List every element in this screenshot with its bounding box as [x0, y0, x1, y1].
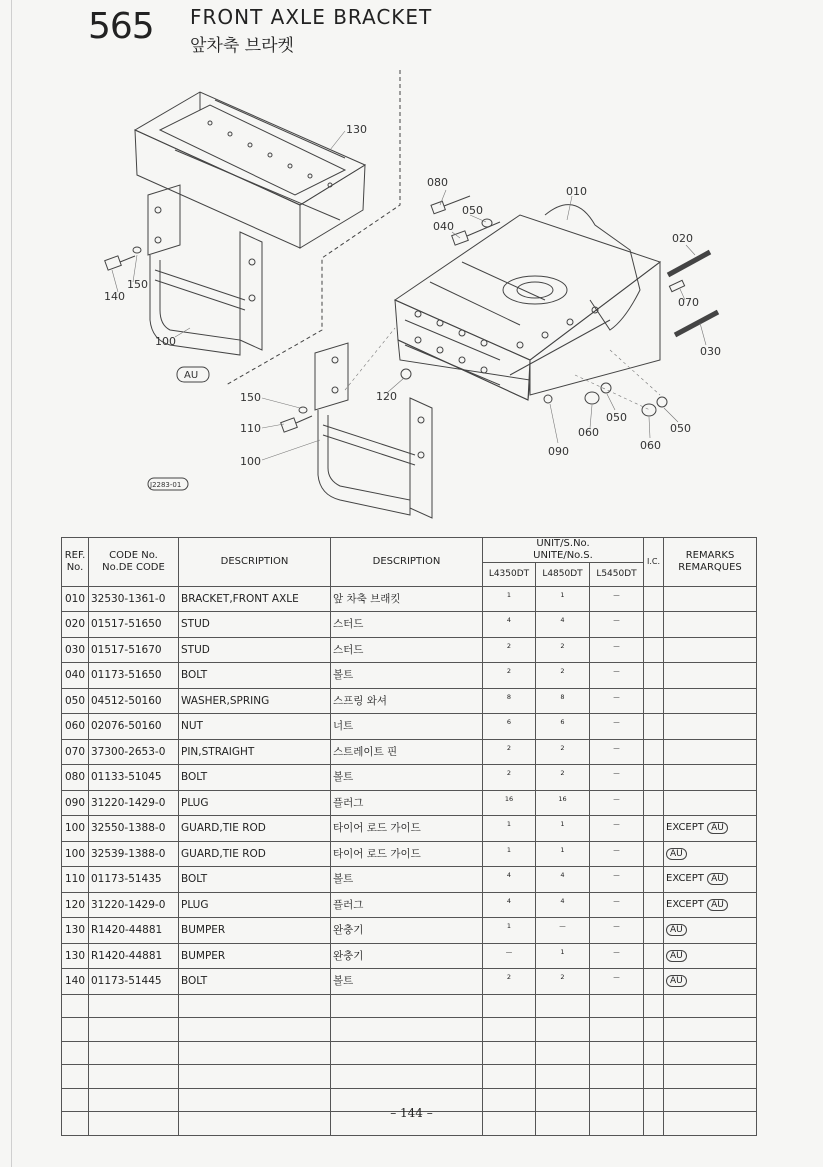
ref-cell: 140	[62, 969, 89, 995]
description-en-cell: BUMPER	[179, 918, 331, 944]
ic-cell	[644, 892, 664, 918]
empty-cell	[590, 1041, 644, 1065]
header-unit-line2: UNITE/No.S.	[533, 550, 593, 561]
header-description-ko: DESCRIPTION	[331, 538, 483, 587]
table-row	[62, 586, 757, 612]
ref-cell: 060	[62, 714, 89, 740]
remarks-cell	[664, 892, 757, 918]
au-badge: AU	[707, 822, 728, 834]
ref-cell: 090	[62, 790, 89, 816]
ref-cell: 030	[62, 637, 89, 663]
ic-cell	[644, 714, 664, 740]
description-ko-cell: 플러그	[331, 892, 483, 918]
remarks-cell	[664, 867, 757, 893]
description-en-cell: BUMPER	[179, 943, 331, 969]
ic-cell	[644, 918, 664, 944]
table-row	[62, 943, 757, 969]
empty-cell	[62, 1018, 89, 1042]
qty-model-3-cell: —	[590, 586, 644, 612]
remarks-cell	[664, 663, 757, 689]
callout-110: 110	[240, 422, 261, 435]
description-ko-cell: 완충기	[331, 918, 483, 944]
stud-drawings	[668, 252, 718, 335]
callout-040: 040	[433, 220, 454, 233]
remarks-cell	[664, 586, 757, 612]
ref-cell: 100	[62, 841, 89, 867]
ref-cell: 070	[62, 739, 89, 765]
page-title-korean: 앞차축 브라켓	[190, 36, 294, 56]
description-ko-cell: 볼트	[331, 969, 483, 995]
empty-cell	[62, 1065, 89, 1089]
callout-120: 120	[376, 390, 397, 403]
table-row	[62, 612, 757, 638]
au-badge: AU	[666, 848, 687, 860]
table-row	[62, 765, 757, 791]
qty-model-2-cell: 1	[536, 841, 590, 867]
empty-cell	[483, 1041, 536, 1065]
tie-rod-guard-drawing-lower	[315, 343, 432, 518]
empty-cell	[536, 994, 590, 1018]
callout-020: 020	[672, 232, 693, 245]
description-ko-cell: 스프링 와셔	[331, 688, 483, 714]
description-en-cell: GUARD,TIE ROD	[179, 816, 331, 842]
ref-cell: 080	[62, 765, 89, 791]
empty-cell	[89, 1041, 179, 1065]
empty-cell	[179, 994, 331, 1018]
code-cell: 02076-50160	[89, 714, 179, 740]
qty-model-1-cell: 1	[483, 816, 536, 842]
header-code: CODE No. No.DE CODE	[89, 538, 179, 587]
code-cell: 37300-2653-0	[89, 739, 179, 765]
header-unit-line1: UNIT/S.No.	[536, 538, 590, 549]
au-badge: AU	[666, 975, 687, 987]
qty-model-1-cell: 1	[483, 918, 536, 944]
empty-cell	[644, 1018, 664, 1042]
empty-cell	[664, 1065, 757, 1089]
ic-cell	[644, 688, 664, 714]
ref-cell: 020	[62, 612, 89, 638]
code-cell: 01133-51045	[89, 765, 179, 791]
qty-model-2-cell: 8	[536, 688, 590, 714]
description-en-cell: WASHER,SPRING	[179, 688, 331, 714]
empty-cell	[179, 1018, 331, 1042]
table-row	[62, 969, 757, 995]
au-badge: AU	[666, 924, 687, 936]
description-en-cell: PIN,STRAIGHT	[179, 739, 331, 765]
qty-model-2-cell: 2	[536, 969, 590, 995]
qty-model-2-cell: 16	[536, 790, 590, 816]
description-en-cell: BOLT	[179, 765, 331, 791]
qty-model-3-cell: —	[590, 943, 644, 969]
remarks-cell	[664, 765, 757, 791]
callout-150-lower: 150	[240, 391, 261, 404]
header-remarks-line2: REMARQUES	[678, 561, 742, 573]
header-model-3: L5450DT	[590, 563, 644, 587]
ic-cell	[644, 790, 664, 816]
description-ko-cell: 볼트	[331, 765, 483, 791]
empty-table-row	[62, 1065, 757, 1089]
empty-cell	[536, 1018, 590, 1042]
callout-050-right: 050	[670, 422, 691, 435]
callout-050-left: 050	[606, 411, 627, 424]
description-ko-cell: 볼트	[331, 663, 483, 689]
code-cell: 31220-1429-0	[89, 790, 179, 816]
empty-cell	[664, 994, 757, 1018]
qty-model-2-cell: 1	[536, 816, 590, 842]
ic-cell	[644, 943, 664, 969]
au-tag-label: AU	[184, 370, 199, 381]
table-row	[62, 816, 757, 842]
qty-model-3-cell: —	[590, 637, 644, 663]
code-cell: 32539-1388-0	[89, 841, 179, 867]
ic-cell	[644, 841, 664, 867]
table-row	[62, 637, 757, 663]
header-ic: I.C.	[644, 538, 664, 587]
parts-table-body	[62, 586, 757, 1135]
qty-model-2-cell: 4	[536, 867, 590, 893]
callout-030: 030	[700, 345, 721, 358]
qty-model-2-cell: 1	[536, 586, 590, 612]
tie-rod-guard-drawing-upper	[148, 185, 262, 355]
plug-nut-drawings	[401, 369, 667, 416]
header-model-2: L4850DT	[536, 563, 590, 587]
qty-model-1-cell: 1	[483, 841, 536, 867]
header-remarks	[664, 538, 757, 587]
remarks-cell	[664, 918, 757, 944]
page-footer-number: – 144 –	[390, 1106, 433, 1120]
description-en-cell: PLUG	[179, 892, 331, 918]
code-cell: 04512-50160	[89, 688, 179, 714]
ic-cell	[644, 816, 664, 842]
remarks-text: EXCEPT	[666, 873, 704, 885]
au-badge: AU	[666, 950, 687, 962]
bumper-part-drawing	[135, 92, 365, 248]
qty-model-3-cell: —	[590, 688, 644, 714]
au-badge: AU	[707, 899, 728, 911]
qty-model-3-cell: —	[590, 892, 644, 918]
table-row	[62, 739, 757, 765]
callout-060-left: 060	[578, 426, 599, 439]
code-cell: 32530-1361-0	[89, 586, 179, 612]
code-cell: 01173-51650	[89, 663, 179, 689]
callout-150-upper: 150	[127, 278, 148, 291]
ic-cell	[644, 586, 664, 612]
callout-050-top: 050	[462, 204, 483, 217]
empty-cell	[664, 1018, 757, 1042]
code-cell: R1420-44881	[89, 943, 179, 969]
qty-model-3-cell: —	[590, 612, 644, 638]
remarks-cell	[664, 688, 757, 714]
qty-model-2-cell: 1	[536, 943, 590, 969]
description-ko-cell: 스터드	[331, 612, 483, 638]
empty-cell	[483, 994, 536, 1018]
qty-model-3-cell: —	[590, 790, 644, 816]
qty-model-1-cell: 4	[483, 612, 536, 638]
qty-model-1-cell: 2	[483, 765, 536, 791]
empty-cell	[331, 1041, 483, 1065]
description-ko-cell: 타이어 로드 가이드	[331, 841, 483, 867]
callout-140: 140	[104, 290, 125, 303]
remarks-cell	[664, 637, 757, 663]
empty-cell	[664, 1041, 757, 1065]
remarks-cell	[664, 841, 757, 867]
qty-model-2-cell: 2	[536, 663, 590, 689]
ic-cell	[644, 612, 664, 638]
qty-model-1-cell: 2	[483, 637, 536, 663]
diagram-code: J2283-01	[150, 481, 182, 489]
description-ko-cell: 플러그	[331, 790, 483, 816]
callout-070: 070	[678, 296, 699, 309]
qty-model-1-cell: 4	[483, 892, 536, 918]
ref-cell: 130	[62, 943, 89, 969]
qty-model-2-cell: 4	[536, 892, 590, 918]
empty-cell	[644, 994, 664, 1018]
header-unit	[483, 538, 644, 563]
empty-cell	[89, 1065, 179, 1089]
section-number: 565	[88, 6, 154, 47]
qty-model-1-cell: 4	[483, 867, 536, 893]
ref-cell: 010	[62, 586, 89, 612]
empty-cell	[590, 1018, 644, 1042]
remarks-cell	[664, 816, 757, 842]
remarks-text: EXCEPT	[666, 822, 704, 834]
empty-cell	[590, 994, 644, 1018]
callout-060-right: 060	[640, 439, 661, 452]
ref-cell: 110	[62, 867, 89, 893]
remarks-cell	[664, 969, 757, 995]
callout-090: 090	[548, 445, 569, 458]
remarks-cell	[664, 612, 757, 638]
code-cell: 01173-51435	[89, 867, 179, 893]
qty-model-3-cell: —	[590, 867, 644, 893]
ic-cell	[644, 663, 664, 689]
description-ko-cell: 스터드	[331, 637, 483, 663]
qty-model-1-cell: 8	[483, 688, 536, 714]
empty-cell	[331, 1018, 483, 1042]
qty-model-2-cell: 2	[536, 637, 590, 663]
qty-model-3-cell: —	[590, 714, 644, 740]
description-en-cell: BOLT	[179, 867, 331, 893]
qty-model-1-cell: —	[483, 943, 536, 969]
empty-cell	[483, 1065, 536, 1089]
qty-model-2-cell: 2	[536, 739, 590, 765]
ic-cell	[644, 765, 664, 791]
callout-100-lower: 100	[240, 455, 261, 468]
ic-cell	[644, 739, 664, 765]
description-ko-cell: 타이어 로드 가이드	[331, 816, 483, 842]
remarks-text: EXCEPT	[666, 898, 704, 910]
qty-model-1-cell: 6	[483, 714, 536, 740]
qty-model-3-cell: —	[590, 918, 644, 944]
header-description-en: DESCRIPTION	[179, 538, 331, 587]
qty-model-2-cell: —	[536, 918, 590, 944]
empty-cell	[644, 1041, 664, 1065]
callout-080: 080	[427, 176, 448, 189]
qty-model-1-cell: 2	[483, 663, 536, 689]
remarks-cell	[664, 714, 757, 740]
remarks-cell	[664, 739, 757, 765]
table-row	[62, 841, 757, 867]
ref-cell: 120	[62, 892, 89, 918]
callout-100-upper: 100	[155, 335, 176, 348]
ref-cell: 130	[62, 918, 89, 944]
empty-cell	[62, 1041, 89, 1065]
description-ko-cell: 앞 차축 브래킷	[331, 586, 483, 612]
qty-model-2-cell: 4	[536, 612, 590, 638]
description-en-cell: STUD	[179, 637, 331, 663]
header-row-1	[62, 538, 757, 563]
table-row	[62, 918, 757, 944]
ref-cell: 050	[62, 688, 89, 714]
header-ref: REF. No.	[62, 538, 89, 587]
empty-cell	[331, 994, 483, 1018]
ic-cell	[644, 969, 664, 995]
qty-model-3-cell: —	[590, 841, 644, 867]
exploded-parts-diagram	[0, 0, 823, 530]
empty-table-row	[62, 1018, 757, 1042]
empty-cell	[89, 994, 179, 1018]
description-ko-cell: 볼트	[331, 867, 483, 893]
empty-table-row	[62, 1041, 757, 1065]
remarks-cell	[664, 943, 757, 969]
description-ko-cell: 너트	[331, 714, 483, 740]
ref-cell: 100	[62, 816, 89, 842]
au-badge: AU	[707, 873, 728, 885]
empty-cell	[483, 1018, 536, 1042]
description-ko-cell: 완충기	[331, 943, 483, 969]
code-cell: 32550-1388-0	[89, 816, 179, 842]
qty-model-1-cell: 2	[483, 739, 536, 765]
table-row	[62, 892, 757, 918]
description-ko-cell: 스트레이트 핀	[331, 739, 483, 765]
code-cell: 01517-51650	[89, 612, 179, 638]
qty-model-2-cell: 6	[536, 714, 590, 740]
code-cell: 01173-51445	[89, 969, 179, 995]
ref-cell: 040	[62, 663, 89, 689]
callout-130: 130	[346, 123, 367, 136]
empty-cell	[536, 1041, 590, 1065]
qty-model-3-cell: —	[590, 816, 644, 842]
empty-cell	[179, 1041, 331, 1065]
description-en-cell: BRACKET,FRONT AXLE	[179, 586, 331, 612]
empty-cell	[331, 1065, 483, 1089]
header-remarks-line1: REMARKS	[685, 549, 735, 561]
code-cell: 31220-1429-0	[89, 892, 179, 918]
table-row	[62, 688, 757, 714]
qty-model-3-cell: —	[590, 739, 644, 765]
code-cell: R1420-44881	[89, 918, 179, 944]
empty-cell	[590, 1065, 644, 1089]
empty-cell	[179, 1065, 331, 1089]
code-cell: 01517-51670	[89, 637, 179, 663]
description-en-cell: GUARD,TIE ROD	[179, 841, 331, 867]
bolt-washer-drawing-lower	[281, 407, 312, 432]
qty-model-1-cell: 16	[483, 790, 536, 816]
empty-cell	[536, 1065, 590, 1089]
ic-cell	[644, 867, 664, 893]
qty-model-1-cell: 1	[483, 586, 536, 612]
remarks-cell	[664, 790, 757, 816]
empty-cell	[89, 1018, 179, 1042]
table-row	[62, 714, 757, 740]
callout-010: 010	[566, 185, 587, 198]
empty-cell	[644, 1065, 664, 1089]
header-model-1: L4350DT	[483, 563, 536, 587]
qty-model-3-cell: —	[590, 969, 644, 995]
table-row	[62, 867, 757, 893]
front-axle-bracket-drawing	[395, 205, 660, 400]
page-title-english: FRONT AXLE BRACKET	[190, 5, 433, 29]
description-en-cell: STUD	[179, 612, 331, 638]
empty-table-row	[62, 994, 757, 1018]
qty-model-3-cell: —	[590, 663, 644, 689]
ic-cell	[644, 637, 664, 663]
qty-model-1-cell: 2	[483, 969, 536, 995]
table-row	[62, 790, 757, 816]
empty-cell	[62, 994, 89, 1018]
description-en-cell: BOLT	[179, 663, 331, 689]
description-en-cell: BOLT	[179, 969, 331, 995]
qty-model-3-cell: —	[590, 765, 644, 791]
description-en-cell: PLUG	[179, 790, 331, 816]
qty-model-2-cell: 2	[536, 765, 590, 791]
description-en-cell: NUT	[179, 714, 331, 740]
parts-table	[61, 537, 757, 1136]
table-row	[62, 663, 757, 689]
